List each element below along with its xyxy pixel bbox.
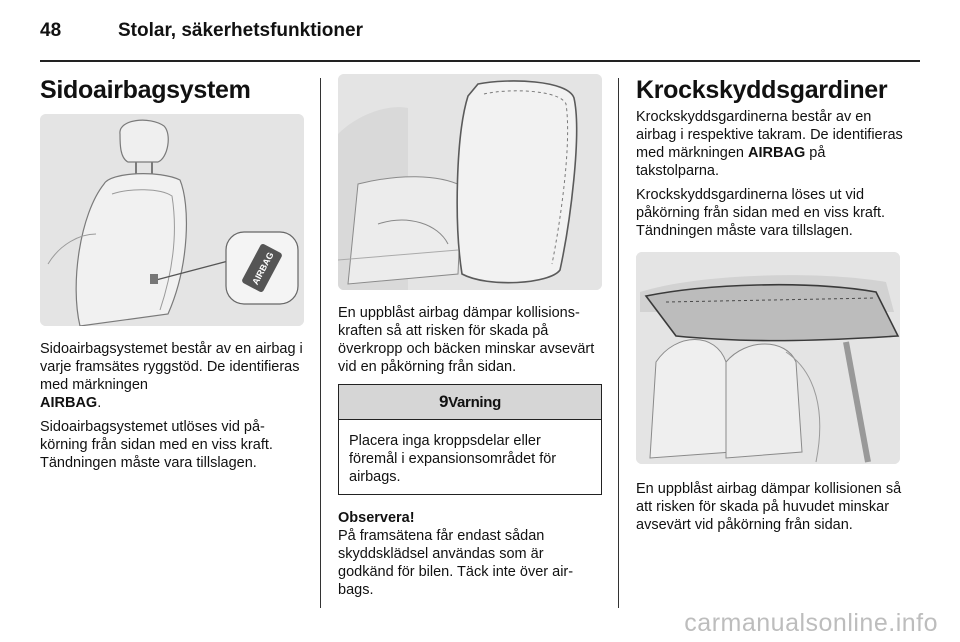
column-side-airbag <box>40 74 304 478</box>
column-divider-1 <box>320 78 321 608</box>
note-body: På framsätena får endast sådan skyddsklädsel användas som är godkänd för bilen. Täck inte över airbags. <box>338 528 574 598</box>
warning-header <box>339 385 601 420</box>
curtain-paragraph-2: Krockskyddsgardinerna löses ut vid påkörning från sidan med en viss kraft. Tändningen måste vara tillslagen. <box>636 187 886 239</box>
curtain-paragraph-1: Krockskyddsgardinerna består av en airbag i respektive takram. De identifieras med märkningen AIRBAG på takstolparna. <box>636 109 903 179</box>
warning-body: Placera inga kroppsdelar eller föremål i expansionsområdet för airbags. <box>349 433 557 485</box>
section-heading-side-airbag: Sidoairbagsystem <box>40 76 251 104</box>
airbag-label-mark: AIRBAG <box>250 250 276 287</box>
warning-box <box>338 384 602 495</box>
page-title: Stolar, säkerhetsfunktioner <box>118 20 363 41</box>
airbag-effect-paragraph: En uppblåst airbag dämpar kollisionskraften så att risken för skada på överkropp och bäcken minskar avsevärt vid en påkörning från sidan. <box>338 305 595 375</box>
page-number: 48 <box>40 20 62 41</box>
page-header <box>40 16 920 56</box>
warning-triangle-icon: 9 <box>438 392 449 411</box>
side-airbag-paragraph-2: Sidoairbagsystemet utlöses vid påkörning från sidan med en viss kraft. Tändningen måste vara tillslagen. <box>40 419 273 471</box>
column-divider-2 <box>618 78 619 608</box>
curtain-paragraph-3: En uppblåst airbag dämpar kollisionen så att risken för skada på huvudet minskar avsevärt vid påkörning från sidan. <box>636 481 902 533</box>
note-title: Observera! <box>338 510 415 526</box>
seat-airbag-illustration <box>40 114 304 326</box>
airbag-deployed-illustration <box>338 74 602 290</box>
column-airbag-effect <box>338 74 602 605</box>
curtain-airbag-illustration <box>636 252 900 464</box>
section-heading-curtain-airbag: Krockskyddsgardiner <box>636 76 888 104</box>
watermark: carmanualsonline.info <box>684 609 938 637</box>
side-airbag-paragraph-1: Sidoairbagsystemet består av en airbag i varje framsätes ryggstöd. De identifieras med märkningen AIRBAG. <box>40 341 303 411</box>
header-divider <box>40 60 920 62</box>
column-curtain-airbag <box>636 74 904 540</box>
warning-title: Varning <box>448 394 502 411</box>
